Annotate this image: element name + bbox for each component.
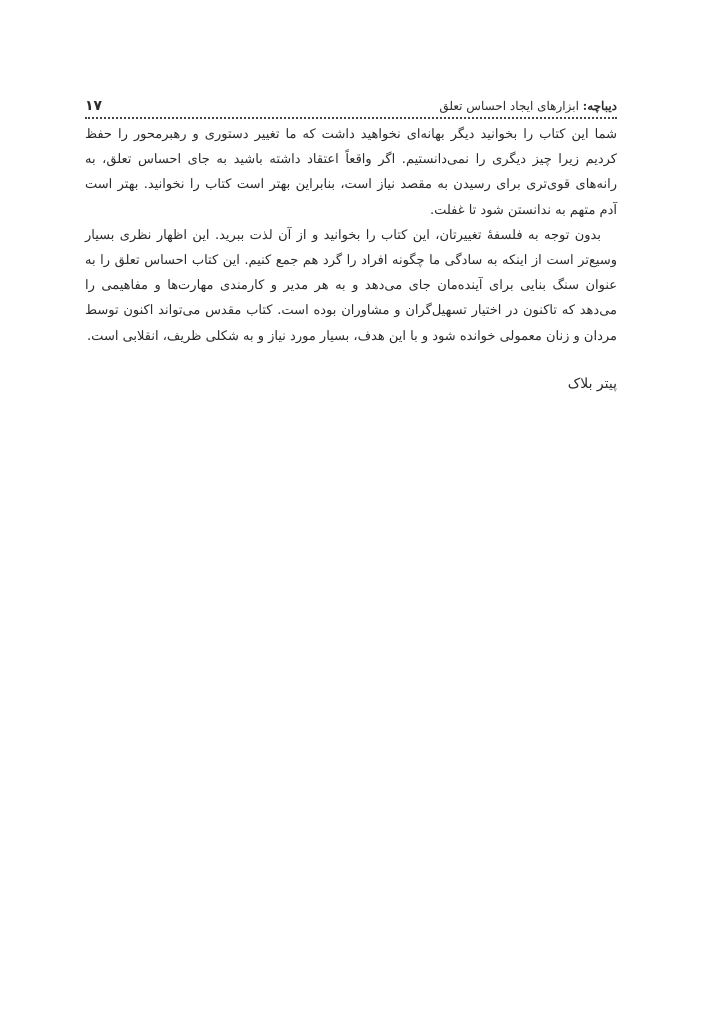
page-number: ۱۷ xyxy=(85,98,103,114)
header-separator: : xyxy=(582,99,588,113)
header-chapter: دیباچه xyxy=(587,99,617,113)
header-dotted-rule xyxy=(85,117,617,119)
paragraph-1: شما این کتاب را بخوانید دیگر بهانه‌ای نخواهید داشت که ما تغییر دستوری و رهبرمحور را حفظ کردیم زیرا چیز دیگری را نمی‌دانستیم. اگر واقعاً اعتقاد داشته باشید به جای احساس تعلق، به رانه‌های قوی‌تری برای رسیدن به مقصد نیاز است، بنابراین بهتر است کتاب را نخوانید. بهتر است آدم متهم به ندانستن شود تا غفلت. xyxy=(85,127,617,218)
paragraph-2: بدون توجه به فلسفهٔ تغییرتان، این کتاب را بخوانید و از آن لذت ببرید. این اظهار نظری بسیار وسیع‌تر است از اینکه به سادگی ما چگونه افراد را گرد هم جمع کنیم. این کتاب احساس تعلق را به عنوان سنگ بنایی برای آینده‌مان جای می‌دهد و به هر مدیر و کارمندی مهارت‌ها و مفاهیمی را می‌دهد که تاکنون در اختیار تسهیل‌گران و مشاوران بوده است. کتاب مقدس می‌تواند اکنون توسط مردان و زنان معمولی خوانده شود و با این هدف، بسیار مورد نیاز و به شکلی ظریف، انقلابی است. xyxy=(85,227,617,344)
body-text xyxy=(85,122,617,349)
running-header xyxy=(85,92,617,114)
header-subtitle: ابزارهای ایجاد احساس تعلق xyxy=(439,99,579,113)
author-signature: پیتر بلاک xyxy=(567,376,617,392)
header-title xyxy=(439,98,617,114)
